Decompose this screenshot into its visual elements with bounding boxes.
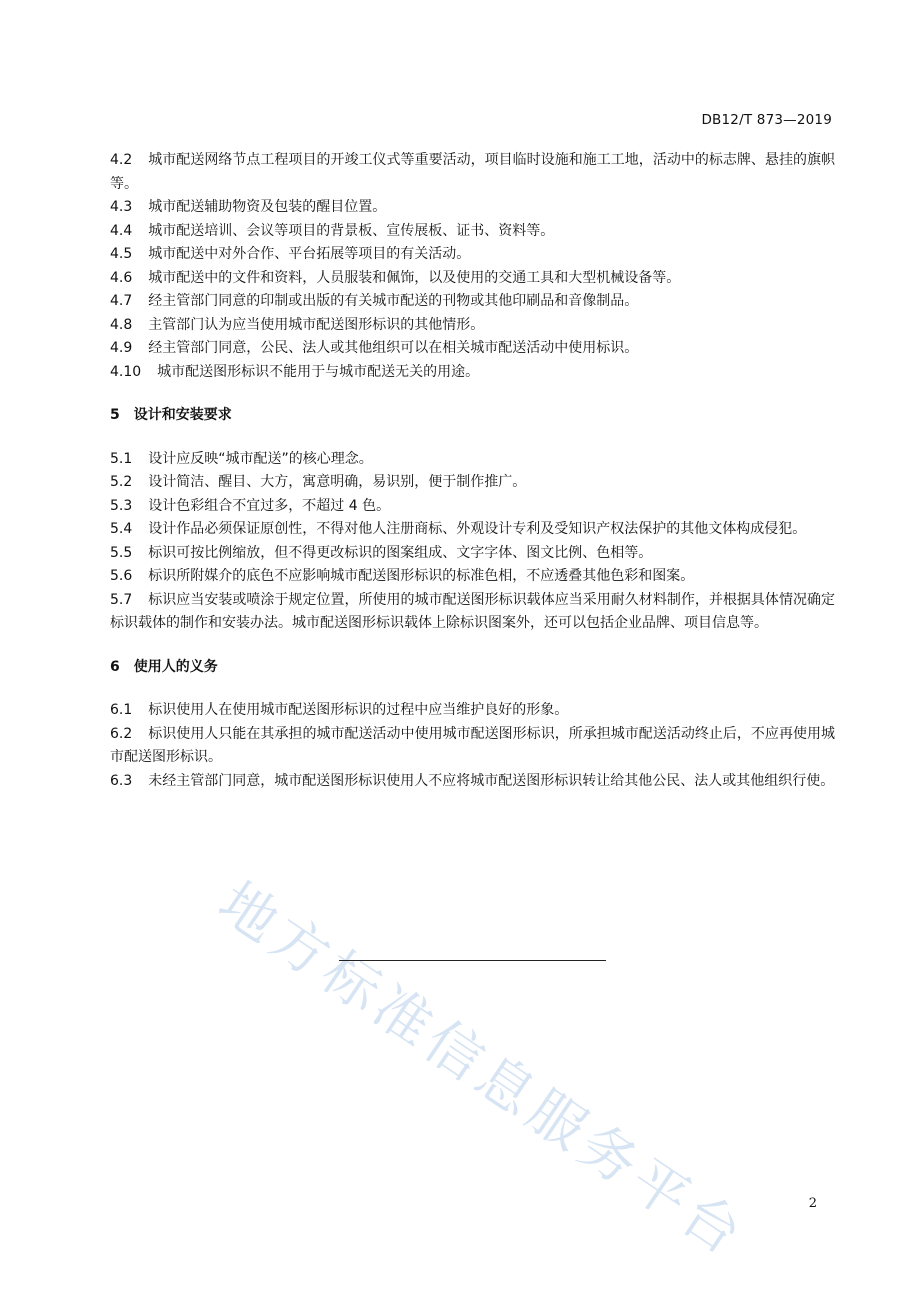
page-number: 2 bbox=[808, 1196, 817, 1211]
clause-5-4: 5.4 设计作品必须保证原创性，不得对他人注册商标、外观设计专利及受知识产权法保护的其他文体构成侵犯。 bbox=[110, 521, 807, 537]
clause-5-3: 5.3 设计色彩组合不宜过多，不超过 4 色。 bbox=[110, 497, 391, 514]
section-5-heading: 5 设计和安装要求 bbox=[110, 407, 232, 423]
clause-5-7: 5.7 标识应当安装或喷涂于规定位置，所使用的城市配送图形标识载体应当采用耐久材料制作，并根据具体情况确定标识载体的制作和安装办法。城市配送图形标识载体上除标识图案外，还可以包括企业品牌、项目信息等。 bbox=[110, 591, 835, 631]
clause-4-9: 4.9 经主管部门同意，公民、法人或其他组织可以在相关城市配送活动中使用标识。 bbox=[110, 340, 639, 356]
clause-5-1: 5.1 设计应反映“城市配送”的核心理念。 bbox=[110, 450, 373, 467]
section-6-items bbox=[110, 699, 835, 793]
clause-6-1: 6.1 标识使用人在使用城市配送图形标识的过程中应当维护良好的形象。 bbox=[110, 702, 569, 718]
clause-6-2: 6.2 标识使用人只能在其承担的城市配送活动中使用城市配送图形标识，所承担城市配送活动终止后，不应再使用城市配送图形标识。 bbox=[110, 725, 835, 765]
watermark: 地方标准信息服务平台 bbox=[206, 869, 758, 1271]
clause-6-3: 6.3 未经主管部门同意，城市配送图形标识使用人不应将城市配送图形标识转让给其他公民、法人或其他组织行使。 bbox=[110, 772, 835, 789]
clause-4-4: 4.4 城市配送培训、会议等项目的背景板、宣传展板、证书、资料等。 bbox=[110, 222, 555, 239]
section-4-items bbox=[110, 149, 835, 384]
document-body bbox=[110, 149, 835, 793]
end-of-standard-line bbox=[339, 960, 606, 961]
clause-4-3: 4.3 城市配送辅助物资及包装的醒目位置。 bbox=[110, 199, 387, 215]
clause-4-7: 4.7 经主管部门同意的印制或出版的有关城市配送的刊物或其他印刷品和音像制品。 bbox=[110, 293, 639, 309]
clause-4-6: 4.6 城市配送中的文件和资料，人员服装和佩饰，以及使用的交通工具和大型机械设备等。 bbox=[110, 269, 681, 286]
clause-4-10: 4.10 城市配送图形标识不能用于与城市配送无关的用途。 bbox=[110, 363, 480, 380]
document-code: DB12/T 873—2019 bbox=[701, 112, 832, 128]
clause-4-5: 4.5 城市配送中对外合作、平台拓展等项目的有关活动。 bbox=[110, 246, 471, 262]
clause-5-6: 5.6 标识所附媒介的底色不应影响城市配送图形标识的标准色相，不应透叠其他色彩和图案。 bbox=[110, 568, 695, 584]
clause-5-2: 5.2 设计简洁、醒目、大方，寓意明确，易识别，便于制作推广。 bbox=[110, 474, 527, 490]
section-6-heading: 6 使用人的义务 bbox=[110, 658, 218, 675]
clause-4-8: 4.8 主管部门认为应当使用城市配送图形标识的其他情形。 bbox=[110, 316, 485, 333]
clause-5-5: 5.5 标识可按比例缩放，但不得更改标识的图案组成、文字字体、图文比例、色相等。 bbox=[110, 544, 653, 561]
section-5-items bbox=[110, 448, 835, 636]
clause-4-2: 4.2 城市配送网络节点工程项目的开竣工仪式等重要活动，项目临时设施和施工工地，活动中的标志牌、悬挂的旗帜等。 bbox=[110, 152, 835, 192]
